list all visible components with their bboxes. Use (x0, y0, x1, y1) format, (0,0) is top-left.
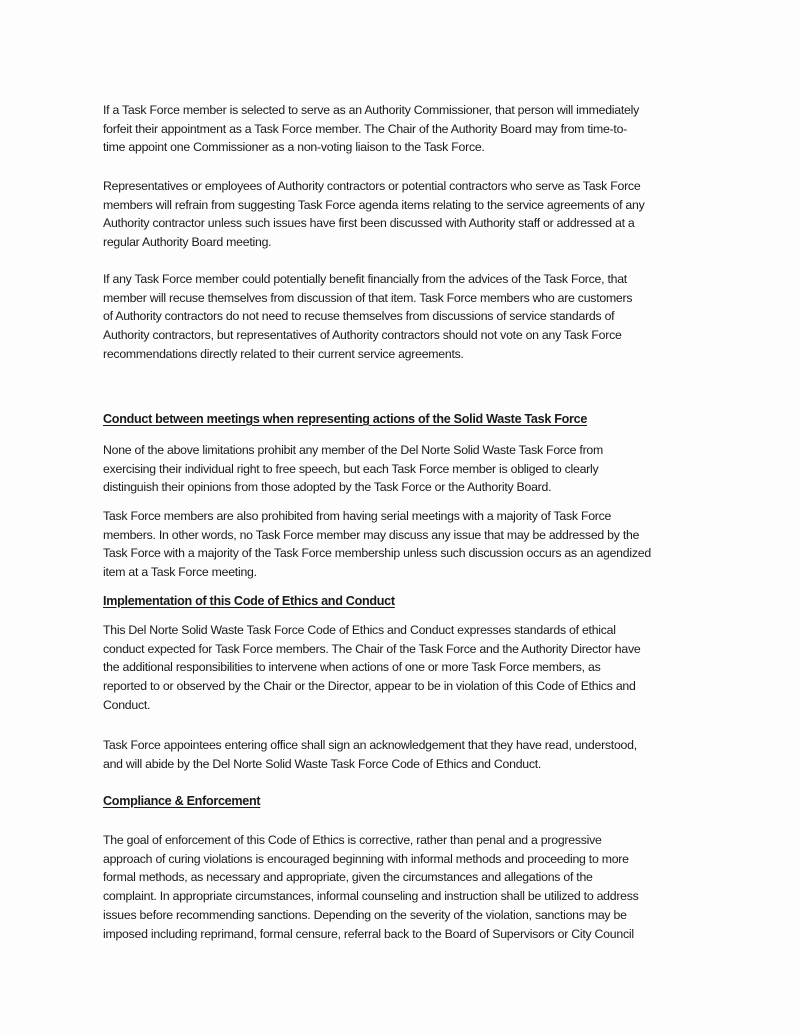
text-line: The goal of enforcement of this Code of Ethics is corrective, rather than penal and a progressive (103, 833, 602, 847)
paragraph-acknowledgement (103, 736, 713, 773)
section-compliance-enforcement (103, 792, 713, 810)
section-implementation (103, 592, 713, 610)
text-line: forfeit their appointment as a Task Force member. The Chair of the Authority Board may from time-to- (103, 121, 628, 136)
section-conduct-between-meetings (103, 410, 713, 428)
text-line: of Authority contractors do not need to recuse themselves from discussions of service standards of (103, 309, 615, 324)
text-line: item at a Task Force meeting. (103, 565, 257, 580)
text-line: exercising their individual right to free speech, but each Task Force member is obliged to clearly (103, 461, 599, 476)
text-line: formal methods, as necessary and appropriate, given the circumstances and allegations of the (103, 870, 593, 885)
text-line: the additional responsibilities to intervene when actions of one or more Task Force members, as (103, 660, 601, 675)
text-line: time appoint one Commissioner as a non-voting liaison to the Task Force. (103, 140, 485, 155)
text-line: members will refrain from suggesting Task Force agenda items relating to the service agreements of any (103, 197, 645, 212)
paragraph-enforcement-goal (103, 831, 713, 943)
text-line: This Del Norte Solid Waste Task Force Code of Ethics and Conduct expresses standards of ethical (103, 623, 616, 637)
text-line: regular Authority Board meeting. (103, 235, 272, 250)
section-heading: Implementation of this Code of Ethics and Conduct (103, 594, 395, 608)
text-line: Task Force members are also prohibited from having serial meetings with a majority of Task Force (103, 509, 612, 523)
text-line: reported to or observed by the Chair or the Director, appear to be in violation of this Code of Ethics and (103, 679, 636, 694)
text-line: approach of curing violations is encouraged beginning with informal methods and proceeding to more (103, 851, 629, 866)
text-line: Authority contractors, but representatives of Authority contractors should not vote on any Task Force (103, 328, 622, 343)
text-line: Representatives or employees of Authority contractors or potential contractors who serve as Task Force (103, 179, 641, 193)
text-line: If any Task Force member could potentially benefit financially from the advices of the Task Force, that (103, 272, 627, 286)
paragraph-contractor-representatives (103, 177, 713, 252)
paragraph-free-speech (103, 441, 713, 497)
text-line: Task Force with a majority of the Task Force membership unless such discussion occurs as an agendized (103, 546, 651, 561)
section-heading: Conduct between meetings when representing actions of the Solid Waste Task Force (103, 412, 588, 426)
text-line: Conduct. (103, 697, 151, 712)
paragraph-serial-meetings (103, 507, 713, 582)
text-line: distinguish their opinions from those adopted by the Task Force or the Authority Board. (103, 480, 552, 495)
text-line: and will abide by the Del Norte Solid Waste Task Force Code of Ethics and Conduct. (103, 756, 542, 771)
text-line: If a Task Force member is selected to serve as an Authority Commissioner, that person will immediately (103, 103, 640, 117)
text-line: Authority contractor unless such issues have first been discussed with Authority staff or addressed at a (103, 216, 635, 231)
text-line: recommendations directly related to their current service agreements. (103, 346, 464, 361)
text-line: None of the above limitations prohibit any member of the Del Norte Solid Waste Task Force from (103, 443, 603, 457)
text-line: Task Force appointees entering office shall sign an acknowledgement that they have read, understood, (103, 738, 637, 752)
paragraph-standards-of-conduct (103, 621, 713, 715)
text-line: members. In other words, no Task Force member may discuss any issue that may be addressed by the (103, 527, 640, 542)
text-line: imposed including reprimand, formal censure, referral back to the Board of Supervisors or City Council (103, 926, 634, 941)
paragraph-financial-recusal (103, 270, 713, 364)
text-line: member will recuse themselves from discussion of that item. Task Force members who are customers (103, 290, 633, 305)
text-line: issues before recommending sanctions. Depending on the severity of the violation, sanctions may be (103, 907, 627, 922)
text-line: conduct expected for Task Force members. The Chair of the Task Force and the Authority Director have (103, 641, 641, 656)
text-line: complaint. In appropriate circumstances, informal counseling and instruction shall be utilized to address (103, 889, 639, 904)
section-heading: Compliance & Enforcement (103, 794, 261, 808)
paragraph-commissioner-appointment (103, 101, 713, 157)
